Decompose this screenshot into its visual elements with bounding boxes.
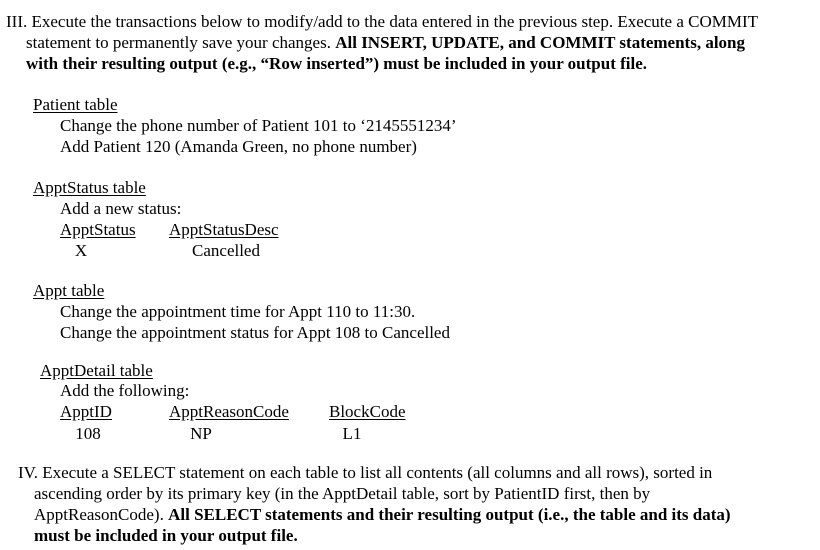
appt-heading: Appt table [33,281,105,300]
apptdetail-col-blockcode: BlockCode [329,402,406,421]
apptdetail-cell-reasoncode: NP [190,424,212,443]
section-iii-line-3: with their resulting output (e.g., “Row inserted”) must be included in your output file. [26,54,648,73]
section-iii-line-2 [26,32,745,53]
section-iv-line-3 [34,504,731,525]
patient-item-1: Change the phone number of Patient 101 to ‘2145551234’ [60,116,457,135]
apptdetail-heading: ApptDetail table [40,361,153,380]
appt-item-2: Change the appointment status for Appt 108 to Cancelled [60,323,450,342]
apptstatus-col-apptstatusdesc: ApptStatusDesc [169,220,279,239]
section-iv-line-3-plain: ApptReasonCode). [34,505,169,524]
apptdetail-cell-apptid: 108 [75,424,101,443]
section-iv-line-1: IV. Execute a SELECT statement on each table to list all contents (all columns and all rows), sorted in [18,463,713,482]
patient-heading: Patient table [33,95,118,114]
apptdetail-cell-blockcode: L1 [342,424,362,443]
section-iv-line-2: ascending order by its primary key (in the ApptDetail table, sort by PatientID first, then by [34,484,651,503]
section-iii-line-1: III. Execute the transactions below to modify/add to the data entered in the previous step. Execute a COMMIT [6,12,759,31]
section-iii-line-2-bold: All INSERT, UPDATE, and COMMIT statements, along [335,33,746,52]
apptstatus-cell-desc: Cancelled [192,241,260,260]
apptstatus-heading: ApptStatus table [33,178,146,197]
section-iii-line-2-plain: statement to permanently save your changes. [26,33,336,52]
apptstatus-cell-status: X [74,241,88,260]
apptdetail-col-apptid: ApptID [60,402,112,421]
section-iv-line-4: must be included in your output file. [34,526,298,545]
appt-item-1: Change the appointment time for Appt 110 to 11:30. [60,302,416,321]
patient-item-2: Add Patient 120 (Amanda Green, no phone number) [60,137,417,156]
apptdetail-intro: Add the following: [60,381,190,400]
apptstatus-col-apptstatus: ApptStatus [60,220,136,239]
apptdetail-col-apptreasoncode: ApptReasonCode [169,402,289,421]
section-iv-line-3-bold: All SELECT statements and their resulting output (i.e., the table and its data) [168,505,731,524]
apptstatus-intro: Add a new status: [60,199,182,218]
